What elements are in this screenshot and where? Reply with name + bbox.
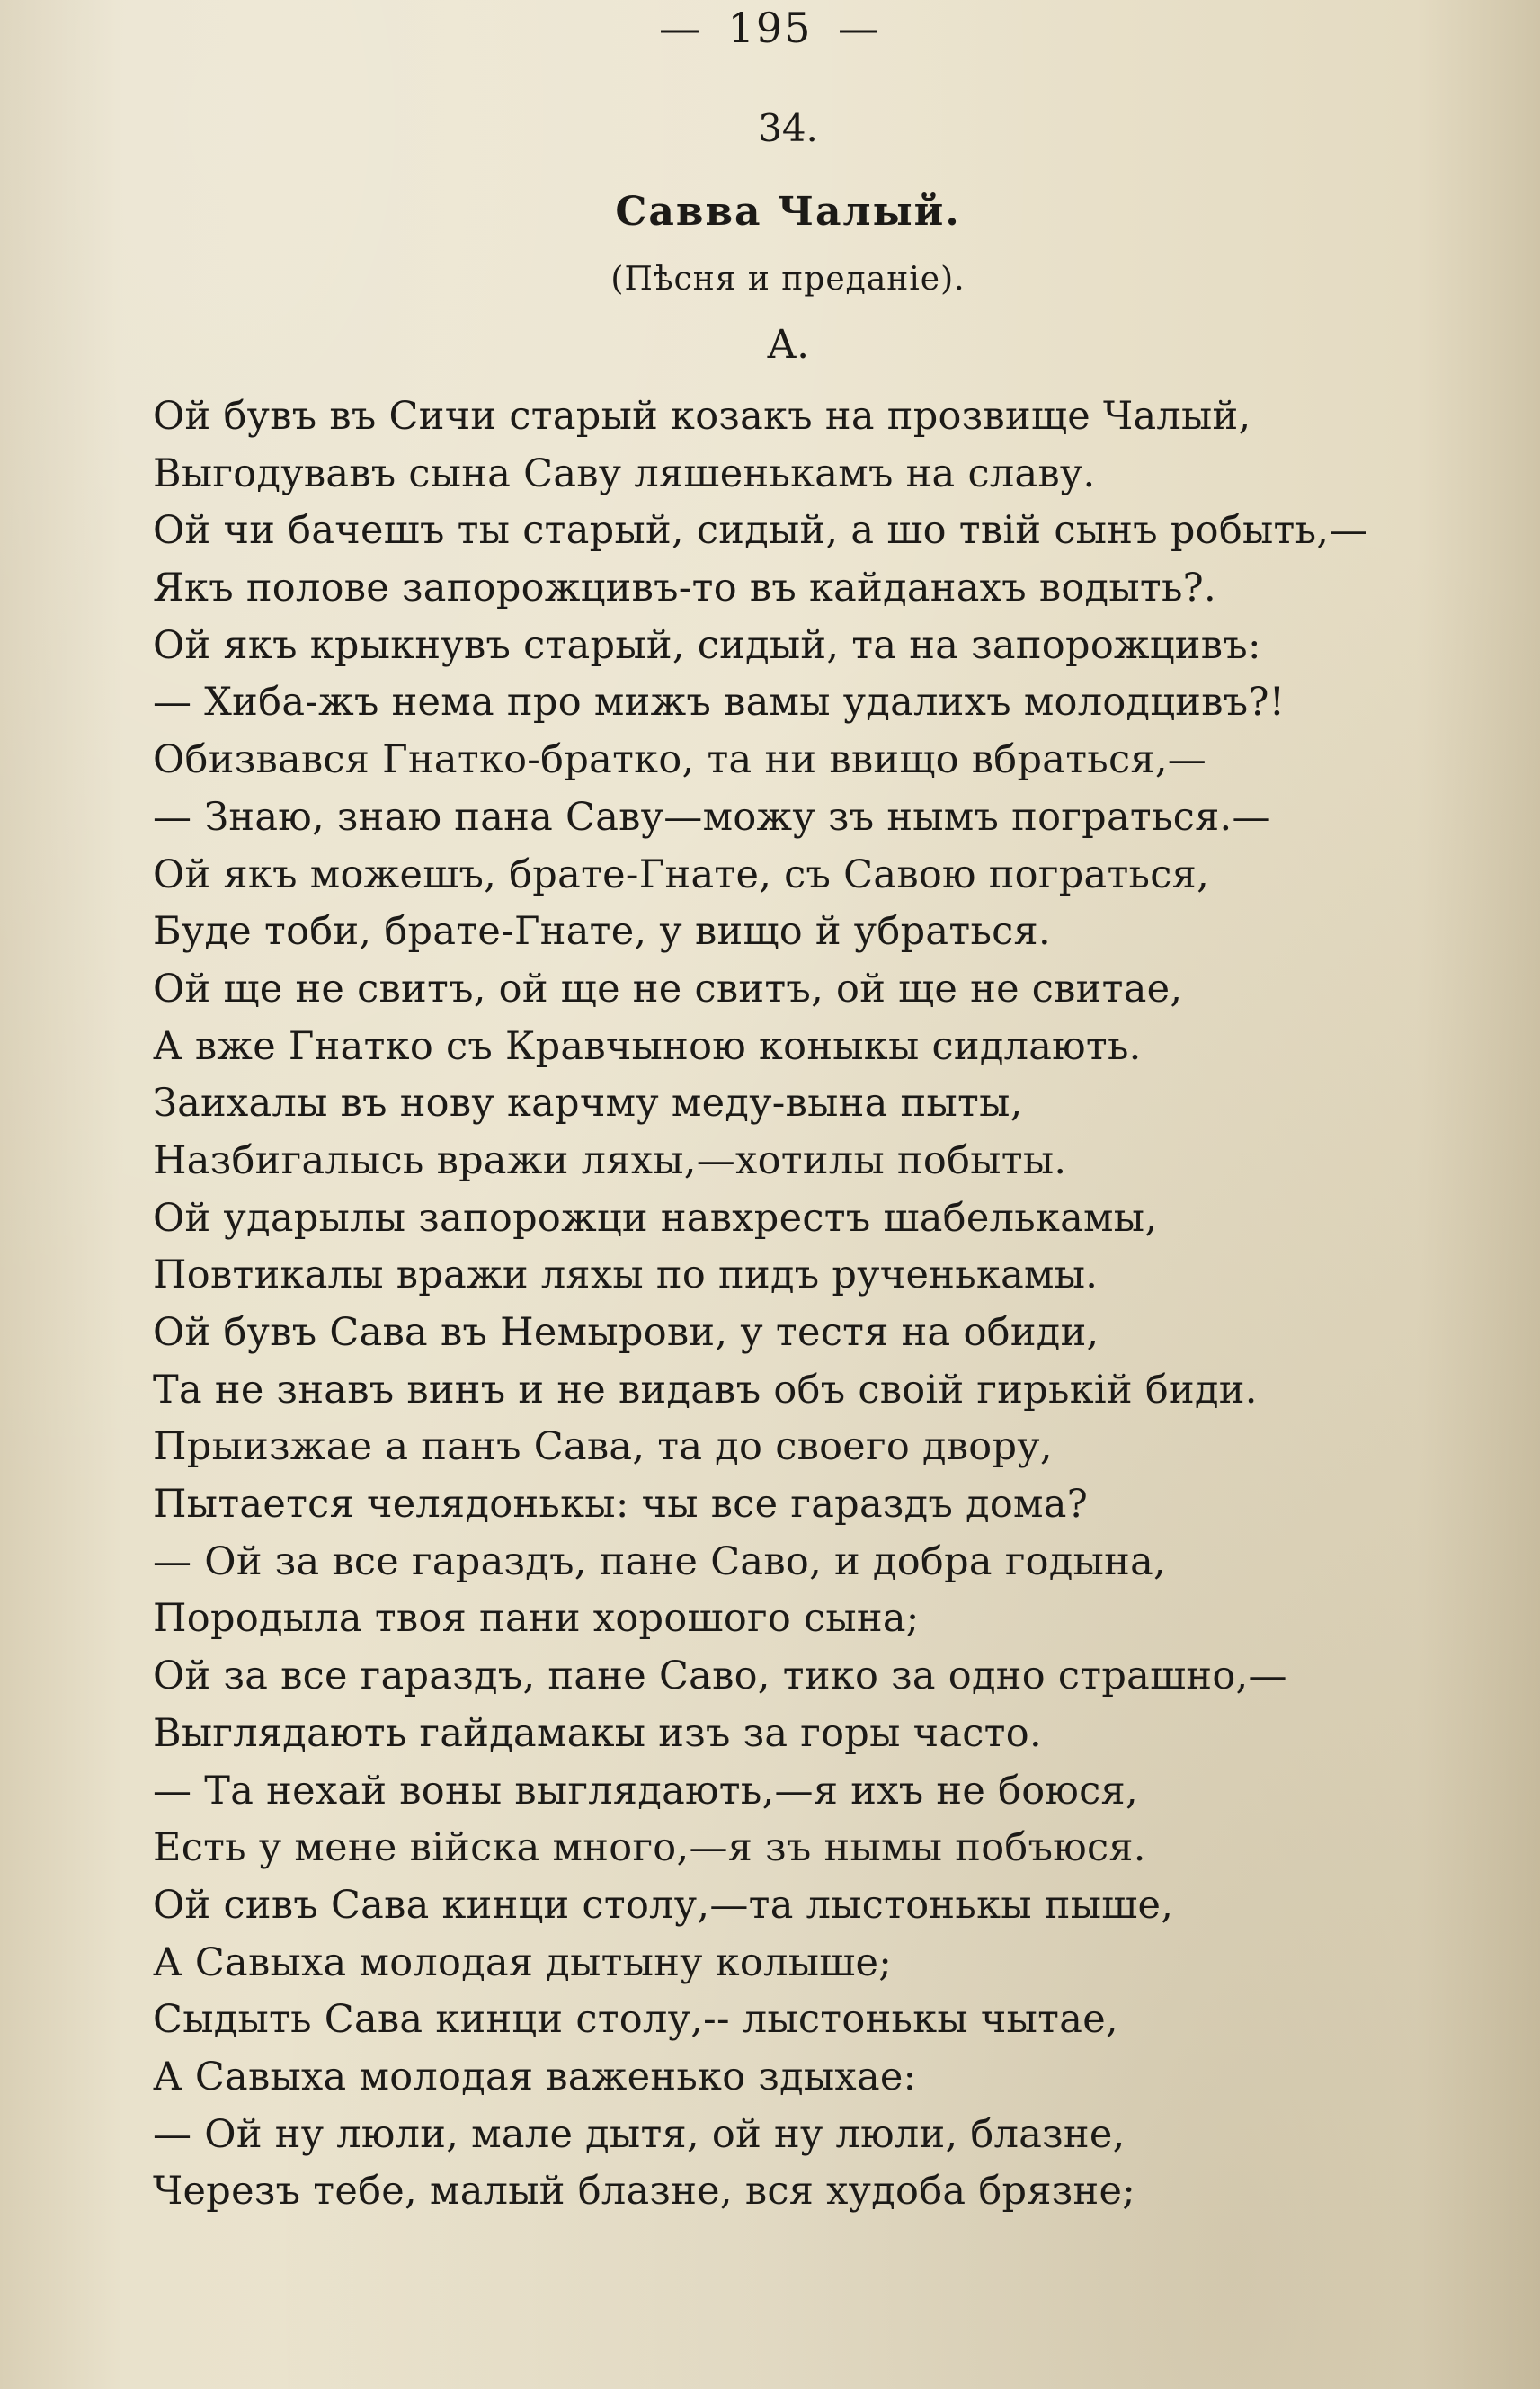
verse-line: Прыизжае а панъ Сава, та до своего двору, — [153, 1424, 1053, 1470]
verse-line: Пытается челядонькы: чы все гараздъ дома? — [153, 1482, 1089, 1528]
verse-line: А вже Гнатко съ Кравчыною коныкы сидлають. — [153, 1023, 1142, 1069]
verse-line: Выглядають гайдамакы изъ за горы часто. — [153, 1710, 1042, 1756]
verse-line: Ой ударылы запорожци навхрестъ шабелькамы, — [153, 1195, 1158, 1241]
verse-line: Ой якъ можешъ, брате-Гнате, съ Савою пограться, — [153, 851, 1210, 897]
verse-line: Ой сивъ Сава кинци столу,—та лыстонькы пыше, — [153, 1882, 1174, 1928]
song-title: Савва Чалый. — [615, 189, 961, 235]
song-number: 34. — [758, 106, 818, 150]
page-number: — 195 — — [658, 4, 882, 52]
verse-line: Ой бувъ въ Сичи старый козакъ на прозвище Чалый, — [153, 394, 1251, 439]
verse-line: Повтикалы вражи ляхы по пидъ рученькамы. — [153, 1252, 1099, 1298]
verse-text — [153, 388, 1447, 2221]
verse-line: Буде тоби, брате-Гнате, у вищо й убраться. — [153, 909, 1051, 955]
verse-line: Ой чи бачешъ ты старый, сидый, а шо твій сынъ робыть,— — [153, 508, 1368, 554]
verse-line: Ой ще не свитъ, ой ще не свитъ, ой ще не свитае, — [153, 966, 1183, 1012]
verse-line: А Савыха молодая дытыну колыше; — [153, 1939, 893, 1985]
verse-line: Назбигалысь вражи ляхы,—хотилы побыты. — [153, 1137, 1067, 1183]
verse-line: Выгодувавъ сына Саву ляшенькамъ на славу. — [153, 450, 1096, 496]
song-subtitle: (Пѣсня и преданіе). — [610, 261, 966, 298]
verse-line: — Хиба-жъ нема про мижъ вамы удалихъ молодцивъ?! — [153, 680, 1286, 726]
verse-line: Породыла твоя пани хорошого сына; — [153, 1596, 920, 1642]
verse-line: Обизвався Гнатко-братко, та ни ввищо вбраться,— — [153, 737, 1207, 783]
verse-line: Черезъ тебе, малый блазне, вся худоба брязне; — [153, 2169, 1136, 2215]
verse-line: — Знаю, знаю пана Саву—можу зъ нымъ пограться.— — [153, 794, 1271, 840]
verse-line: Ой бувъ Сава въ Немырови, у тестя на обиди, — [153, 1310, 1099, 1355]
verse-line: — Ой ну люли, мале дытя, ой ну люли, блазне, — [153, 2111, 1126, 2157]
verse-line: Та не знавъ винъ и не видавъ объ своій гирькій биди. — [153, 1367, 1258, 1413]
verse-line: Заихалы въ нову карчму меду-вына пыты, — [153, 1081, 1023, 1127]
verse-line: — Та нехай воны выглядають,—я ихъ не боюся, — [153, 1768, 1138, 1814]
verse-line: Ой якъ крыкнувъ старый, сидый, та на запорожцивъ: — [153, 622, 1261, 668]
verse-line: Сыдыть Сава кинци столу,-- лыстонькы чытае, — [153, 1997, 1118, 2043]
verse-line: Есть у мене війска много,—я зъ нымы побъюся. — [153, 1825, 1146, 1871]
verse-line: Ой за все гараздъ, пане Саво, тико за одно страшно,— — [153, 1654, 1287, 1699]
verse-line: А Савыха молодая важенько здыхае: — [153, 2054, 917, 2099]
section-label: А. — [766, 322, 810, 368]
verse-line: Якъ полове запорожцивъ-то въ кайданахъ водыть?. — [153, 566, 1216, 611]
verse-line: — Ой за все гараздъ, пане Саво, и добра годына, — [153, 1538, 1166, 1584]
